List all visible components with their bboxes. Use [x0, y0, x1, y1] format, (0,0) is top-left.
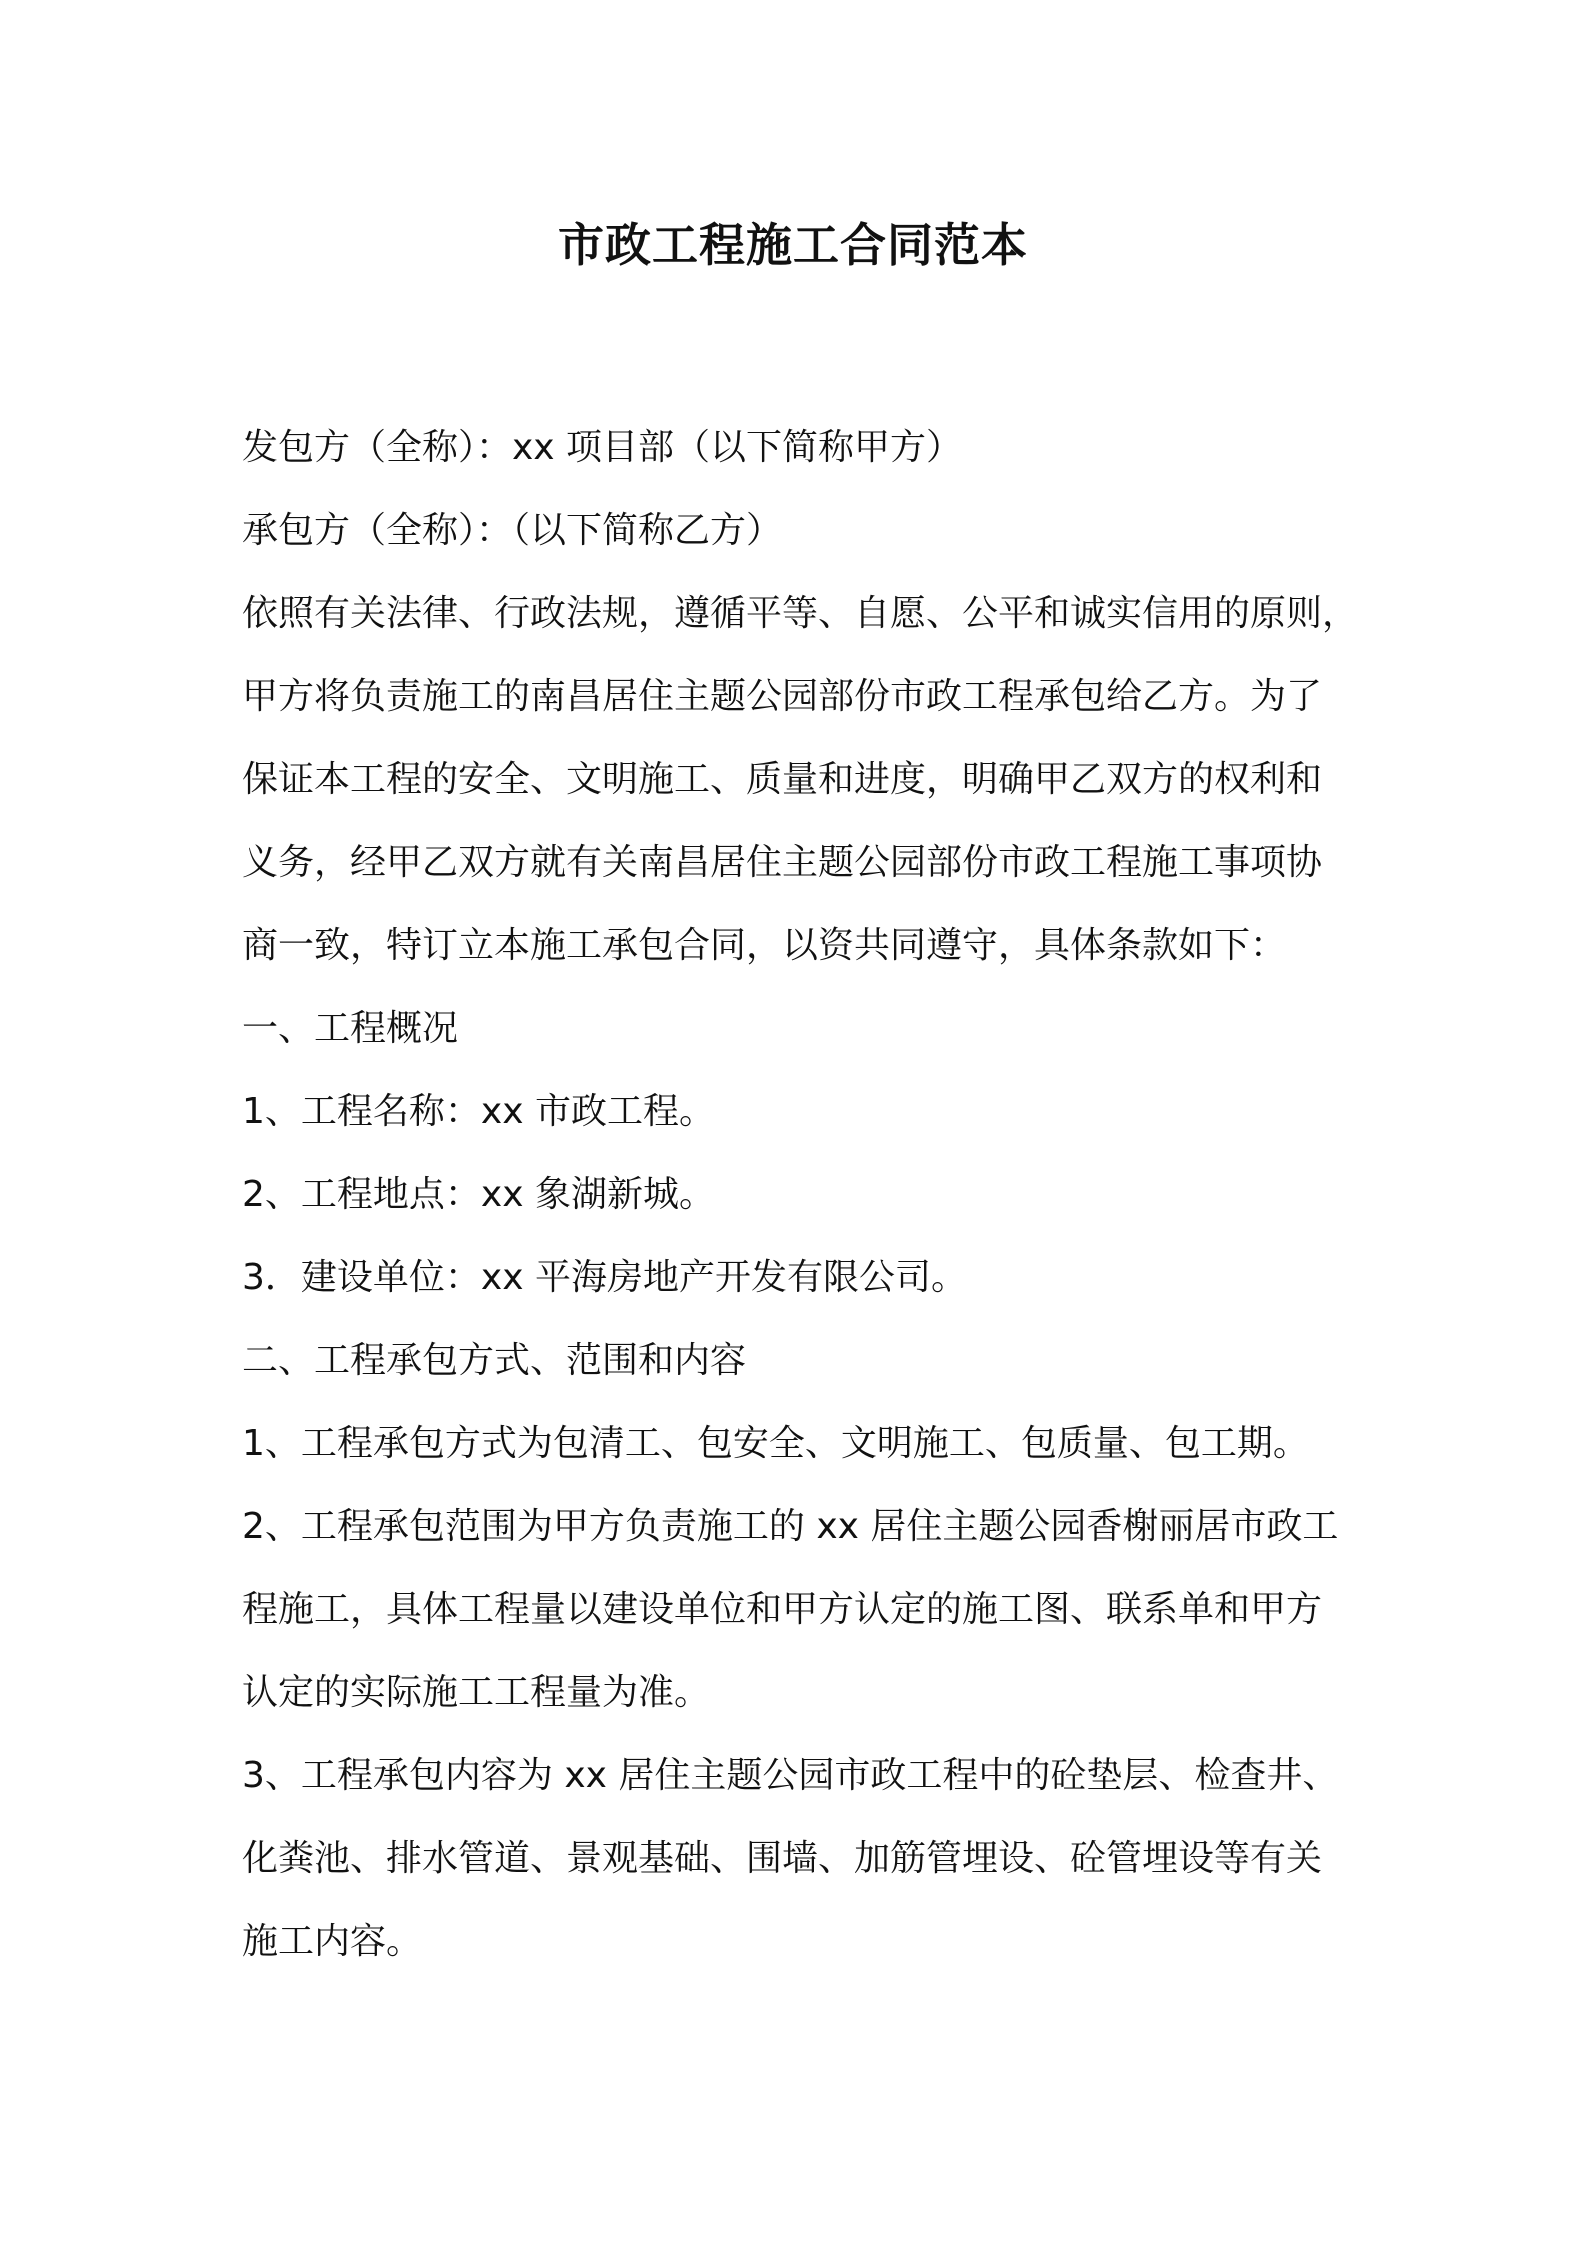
clause-contract-method: 1、工程承包方式为包清工、包安全、文明施工、包质量、包工期。	[242, 1423, 1309, 1464]
section-heading-overview: 一、工程概况	[242, 1008, 459, 1049]
party-a-line: 发包方（全称）：xx 项目部（以下简称甲方）	[242, 427, 963, 468]
clause-contract-content: 化粪池、排水管道、景观基础、围墙、加筋管埋设、砼管埋设等有关	[242, 1838, 1323, 1879]
document-body	[242, 406, 1362, 1983]
preamble-line: 保证本工程的安全、文明施工、质量和进度，明确甲乙双方的权利和	[242, 759, 1323, 800]
clause-contract-content: 3、工程承包内容为 xx 居住主题公园市政工程中的砼垫层、检查井、	[242, 1755, 1339, 1796]
clause-project-location: 2、工程地点：xx 象湖新城。	[242, 1174, 715, 1215]
clause-contract-scope: 认定的实际施工工程量为准。	[242, 1672, 711, 1713]
preamble-line: 商一致，特订立本施工承包合同，以资共同遵守，具体条款如下：	[242, 925, 1287, 966]
clause-contract-content: 施工内容。	[242, 1921, 423, 1962]
clause-construction-unit: 3．建设单位：xx 平海房地产开发有限公司。	[242, 1257, 967, 1298]
section-heading-scope: 二、工程承包方式、范围和内容	[242, 1340, 747, 1381]
preamble-line: 义务，经甲乙双方就有关南昌居住主题公园部份市政工程施工事项协	[242, 842, 1323, 883]
party-b-line: 承包方（全称）：（以下简称乙方）	[242, 510, 783, 551]
preamble-line: 甲方将负责施工的南昌居住主题公园部份市政工程承包给乙方。为了	[242, 676, 1323, 717]
clause-contract-scope: 程施工，具体工程量以建设单位和甲方认定的施工图、联系单和甲方	[242, 1589, 1323, 1630]
preamble-line: 依照有关法律、行政法规，遵循平等、自愿、公平和诚实信用的原则，	[242, 593, 1359, 634]
clause-contract-scope: 2、工程承包范围为甲方负责施工的 xx 居住主题公园香榭丽居市政工	[242, 1506, 1339, 1547]
clause-project-name: 1、工程名称：xx 市政工程。	[242, 1091, 715, 1132]
document-title: 市政工程施工合同范本	[558, 218, 1028, 272]
